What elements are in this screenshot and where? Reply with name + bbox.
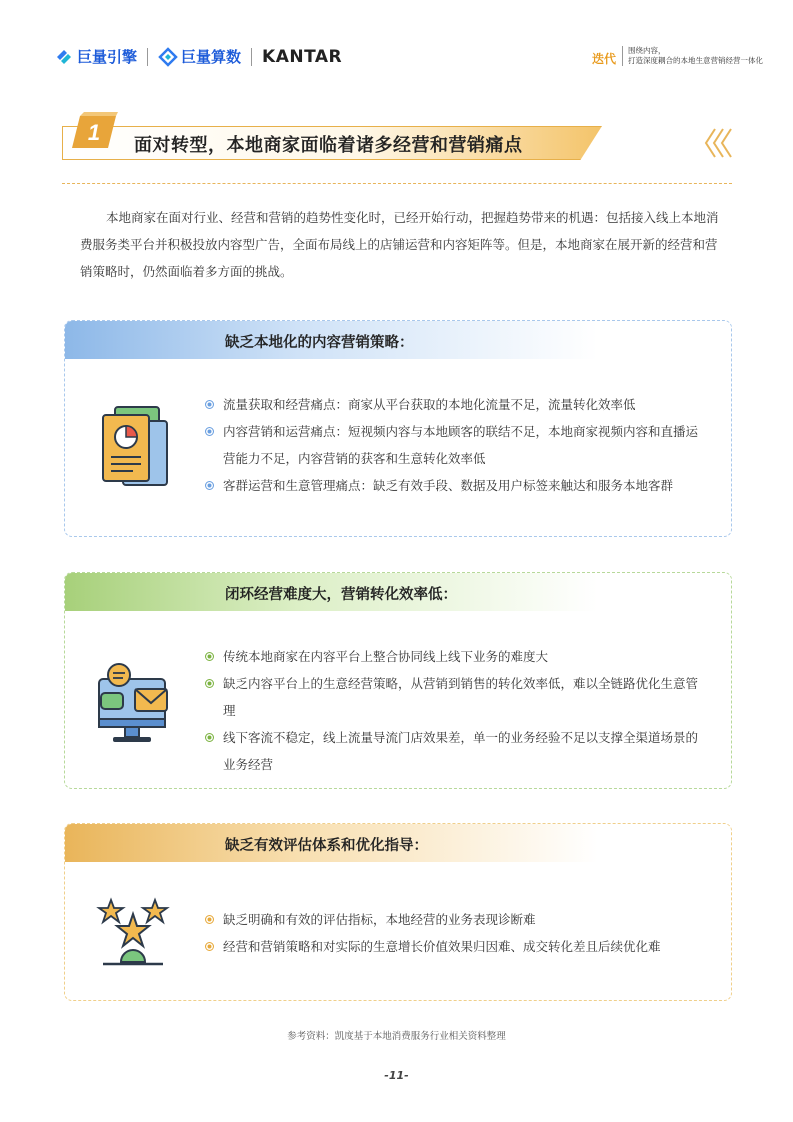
card-header [65, 573, 731, 611]
oceanengine-logo-text: 巨量引擎 [77, 48, 138, 66]
card-heading: 缺乏本地化的内容营销策略： [225, 335, 414, 351]
section-title-block [62, 112, 622, 162]
challenge-card-evaluation [64, 823, 732, 1001]
tagline-line: 围绕内容， [628, 46, 666, 55]
source-note: 参考资料：凯度基于本地消费服务行业相关资料整理 [287, 1031, 506, 1042]
challenge-card-closed-loop [64, 572, 732, 789]
section-number: 1 [87, 120, 101, 145]
list-item: 经营和营销策略和对实际的生意增长价值效果归因难、成交转化差且后续优化难 [205, 933, 707, 960]
section-number-badge [70, 112, 118, 152]
document-chart-icon [93, 401, 173, 491]
partner-logos [54, 46, 342, 67]
tagline-line: 打造深度耦合的本地生意营销经营一体化 [628, 56, 763, 65]
challenge-list [205, 391, 707, 499]
list-item: 缺乏内容平台上的生意经营策略，从营销到销售的转化效率低，难以全链路优化生意管理 [205, 670, 707, 724]
section-title: 面对转型，本地商家面临着诸多经营和营销痛点 [134, 135, 523, 156]
card-header [65, 321, 731, 359]
chevron-decor-icon [703, 125, 737, 161]
logo-divider [147, 48, 148, 66]
challenge-list [205, 643, 707, 778]
star-rating-icon [93, 894, 173, 984]
page-header [54, 44, 763, 74]
kantar-logo: KANTAR [262, 46, 343, 67]
card-heading: 缺乏有效评估体系和优化指导： [225, 838, 428, 854]
oceanengine-logo [54, 46, 137, 67]
suanshu-mark-icon [158, 47, 178, 67]
list-item: 内容营销和运营痛点：短视频内容与本地顾客的联结不足，本地商家视频内容和直播运营能力不足，内容营销的获客和生意转化效率低 [205, 418, 707, 472]
section-divider [62, 183, 732, 184]
list-item: 流量获取和经营痛点：商家从平台获取的本地化流量不足，流量转化效率低 [205, 391, 707, 418]
suanshu-logo-text: 巨量算数 [181, 48, 242, 66]
list-item: 缺乏明确和有效的评估指标，本地经营的业务表现诊断难 [205, 906, 707, 933]
logo-divider [251, 48, 252, 66]
challenge-card-content-strategy [64, 320, 732, 537]
tagline-keyword: 迭代 [591, 52, 616, 66]
list-item: 传统本地商家在内容平台上整合协同线上线下业务的难度大 [205, 643, 707, 670]
list-item: 客群运营和生意管理痛点：缺乏有效手段、数据及用户标签来触达和服务本地客群 [205, 472, 707, 499]
suanshu-logo [158, 46, 241, 67]
header-tagline [592, 46, 763, 67]
page-number: -11- [384, 1069, 409, 1082]
card-header [65, 824, 731, 862]
card-heading: 闭环经营难度大，营销转化效率低： [225, 587, 457, 603]
oceanengine-mark-icon [54, 47, 74, 67]
monitor-message-icon [93, 661, 173, 751]
challenge-list [205, 906, 707, 960]
intro-paragraph: 本地商家在面对行业、经营和营销的趋势性变化时，已经开始行动，把握趋势带来的机遇：包括接入线上本地消费服务类平台并积极投放内容型广告，全面布局线上的店铺运营和内容矩阵等。但是，本地商家在展开新的经营和营销策略时，仍然面临着多方面的挑战。 [80, 210, 719, 279]
tagline-text [622, 46, 763, 66]
list-item: 线下客流不稳定，线上流量导流门店效果差，单一的业务经验不足以支撑全渠道场景的业务经营 [205, 724, 707, 778]
